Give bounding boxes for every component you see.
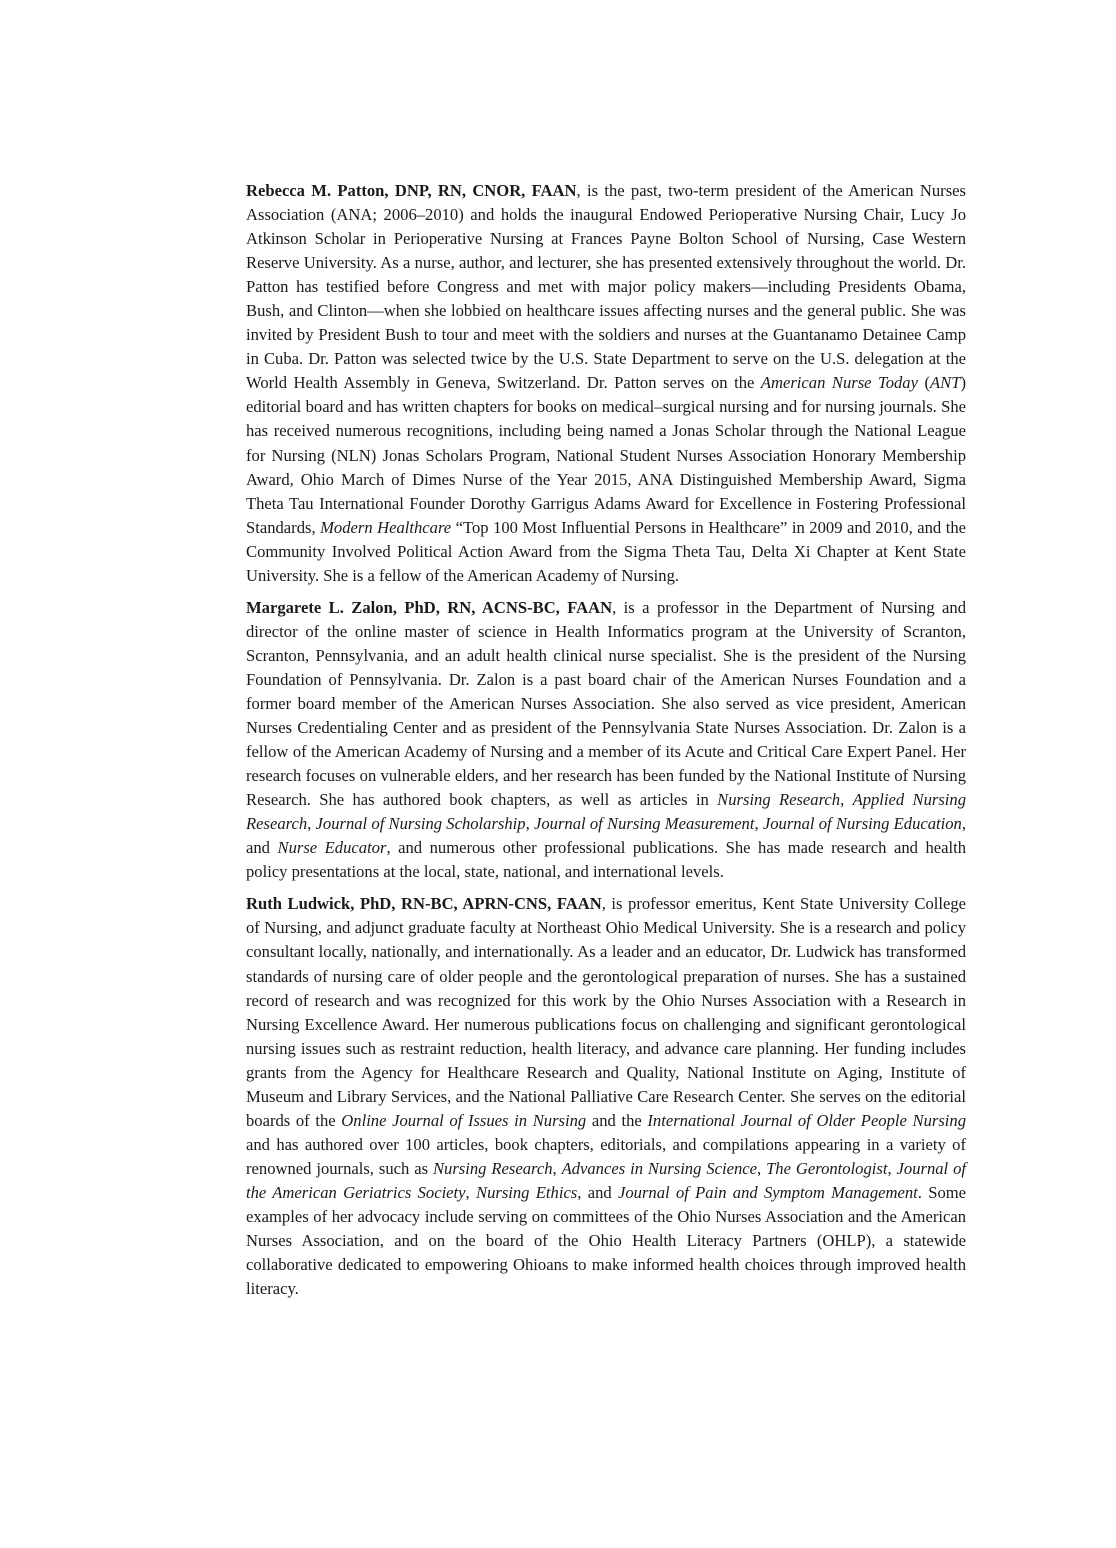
italic-title: Advances in Nursing Science (561, 1158, 757, 1178)
bio-text: , (307, 814, 316, 834)
bio-text: , is professor emeritus, Kent State University College of Nursing, and adjunct graduate faculty at Northeast Ohio Medical University. She is a research and policy consultant locally, nationally, and internationally. As a leader and an educator, Dr. Ludwick has transformed standards of nursing care of older people and the gerontological preparation of nurses. She has a sustained record of research and was recognized for this work by the Ohio Nurses Association with a Research in Nursing Excellence Award. Her numerous publications focus on challenging and significant gerontological nursing issues such as restraint reduction, health literacy, and advance care planning. Her funding includes grants from the Agency for Healthcare Research and Quality, National Institute on Aging, Institute of Museum and Library Services, and the National Palliative Care Research Center. She serves on the editorial boards of the (246, 894, 966, 1130)
bio-paragraph (246, 596, 966, 885)
bio-text: , (756, 1158, 767, 1178)
bio-text: , is the past, two-term president of the American Nurses Association (ANA; 2006–2010) and holds the inaugural Endowed Perioperative Nursing Chair, Lucy Jo Atkinson Scholar in Perioperative Nursing at Frances Payne Bolton School of Nursing, Case Western Reserve University. As a nurse, author, and lecturer, she has presented extensively throughout the world. Dr. Patton has testified before Congress and met with major policy makers—including Presidents Obama, Bush, and Clinton—when she lobbied on healthcare issues affecting nurses and the general public. She was invited by President Bush to tour and meet with the soldiers and nurses at the Guantanamo Detainee Camp in Cuba. Dr. Patton was selected twice by the U.S. State Department to serve on the U.S. delegation at the World Health Assembly in Geneva, Switzerland. Dr. Patton serves on the (246, 181, 966, 393)
italic-title: Journal of Nursing Education (762, 814, 962, 834)
italic-title: Journal of Pain and Symptom Management (618, 1182, 918, 1202)
bio-text: “Top 100 Most Influential Persons in Healthcare” in 2009 and 2010, and the Community Involved Political Action Award from the Sigma Theta Tau, Delta Xi Chapter at Kent State University. She is a fellow of the American Academy of Nursing. (246, 517, 966, 585)
italic-title: Journal of the American Geriatrics Society (246, 1158, 966, 1202)
italic-title: Nursing Research (717, 790, 841, 810)
bio-text: , and numerous other professional publications. She has made research and health policy presentations at the local, state, national, and international levels. (246, 838, 966, 882)
bio-paragraph (246, 892, 966, 1301)
bio-text: ( (917, 373, 931, 393)
bio-text: , (887, 1158, 897, 1178)
italic-title: Nursing Ethics (476, 1182, 578, 1202)
bio-text: , (465, 1182, 476, 1202)
bio-text: , (552, 1158, 562, 1178)
bio-text: , (754, 814, 763, 834)
italic-title: Journal of Nursing Measurement (534, 814, 755, 834)
author-name: Rebecca M. Patton, DNP, RN, CNOR, FAAN (246, 181, 577, 200)
bio-text: and has authored over 100 articles, book chapters, editorials, and compilations appearing in a variety of renowned journals, such as (246, 1134, 966, 1178)
italic-title: Online Journal of Issues in Nursing (341, 1110, 587, 1130)
italic-title: International Journal of Older People Nursing (647, 1110, 967, 1130)
italic-title: The Gerontologist (766, 1158, 888, 1178)
italic-title: Applied Nursing Research (246, 790, 966, 834)
italic-title: Nursing Research (432, 1158, 553, 1178)
bio-text: , (525, 814, 534, 834)
author-name: Ruth Ludwick, PhD, RN-BC, APRN-CNS, FAAN (246, 894, 602, 914)
bio-paragraph (246, 179, 966, 588)
bio-text: , and (246, 814, 967, 858)
italic-title: American Nurse Today (760, 373, 918, 393)
bio-text: . Some examples of her advocacy include serving on committees of the Ohio Nurses Association and the American Nurses Association, and on the board of the Ohio Health Literacy Partners (OHLP), a statewide collaborative dedicated to empowering Ohioans to make informed health choices through improved health literacy. (246, 1182, 967, 1299)
bio-text: ) editorial board and has written chapters for books on medical–surgical nursing and for nursing journals. She has received numerous recognitions, including being named a Jonas Scholar through the National League for Nursing (NLN) Jonas Scholars Program, National Student Nurses Association Honorary Membership Award, Ohio March of Dimes Nurse of the Year 2015, ANA Distinguished Membership Award, Sigma Theta Tau International Founder Dorothy Garrigus Adams Award for Excellence in Fostering Professional Standards, (246, 373, 966, 537)
author-name: Margarete L. Zalon, PhD, RN, ACNS-BC, FAAN (246, 597, 613, 617)
bio-text: and the (586, 1110, 648, 1130)
italic-title: Nurse Educator (277, 838, 387, 858)
bio-text: , (840, 790, 853, 810)
bio-text: , is a professor in the Department of Nursing and director of the online master of science in Health Informatics program at the University of Scranton, Scranton, Pennsylvania, and an adult health clinical nurse specialist. She is the president of the Nursing Foundation of Pennsylvania. Dr. Zalon is a past board chair of the American Nurses Foundation and a former board member of the American Nurses Association. She also served as vice president, American Nurses Credentialing Center and as president of the Pennsylvania State Nurses Association. Dr. Zalon is a fellow of the American Academy of Nursing and a member of its Acute and Critical Care Expert Panel. Her research focuses on vulnerable elders, and her research has been funded by the National Institute of Nursing Research. She has authored book chapters, as well as articles in (246, 597, 967, 810)
italic-title: Modern Healthcare (320, 517, 452, 537)
italic-title: Journal of Nursing Scholarship (315, 814, 526, 834)
bio-text: , and (577, 1182, 619, 1202)
italic-title: ANT (930, 373, 961, 393)
author-bios (246, 179, 966, 1309)
